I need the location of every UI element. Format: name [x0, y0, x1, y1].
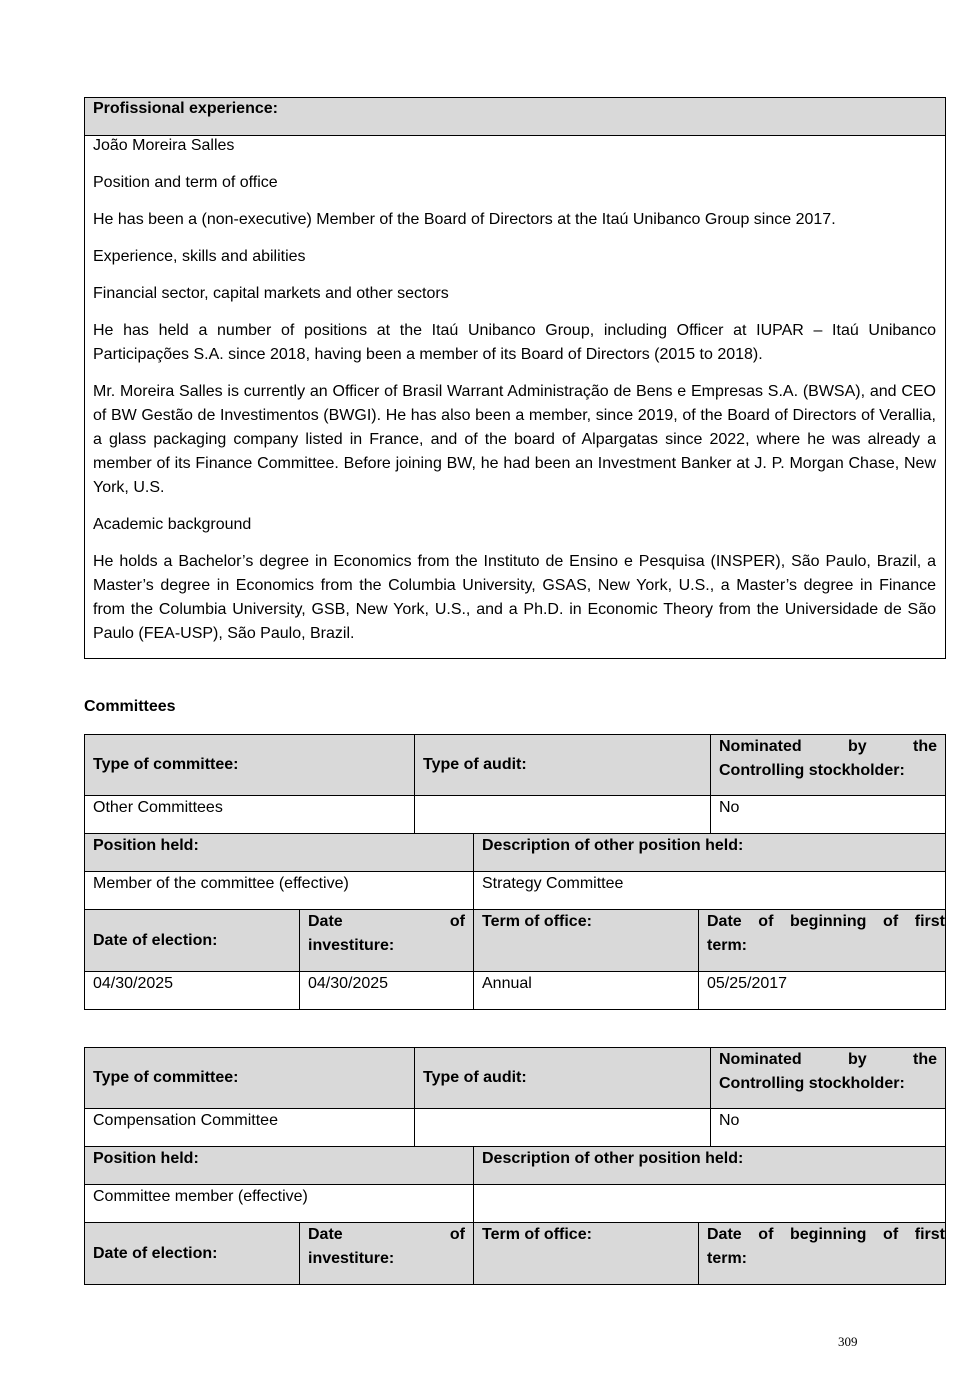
- type-of-committee-label: Type of committee:: [84, 1047, 415, 1109]
- professional-experience-box: [84, 97, 946, 659]
- type-of-audit-label: Type of audit:: [414, 1047, 711, 1109]
- type-of-audit-value: [414, 795, 711, 834]
- position-held-value: Member of the committee (effective): [84, 871, 474, 910]
- section-heading-academic: Academic background: [93, 516, 252, 533]
- professional-experience-header: Profissional experience:: [85, 98, 945, 136]
- section-heading-position: Position and term of office: [93, 174, 278, 191]
- nominated-label: Nominated by the Controlling stockholder:: [710, 1047, 946, 1109]
- nominated-value: No: [710, 795, 946, 834]
- professional-experience-body: [85, 134, 945, 646]
- experience-paragraph-1: He has held a number of positions at the Itaú Unibanco Group, including Officer at IUPAR – Itaú Unibanco Participações S.A. since 2018, having been a member of its Board of Directors (2015 to 2018).: [93, 322, 936, 363]
- committees-title: Committees: [84, 698, 176, 715]
- position-held-label: Position held:: [84, 1146, 474, 1185]
- date-beginning-first-term-label: Date of beginning of first term:: [698, 1222, 946, 1285]
- position-held-label: Position held:: [84, 833, 474, 872]
- type-of-audit-value: [414, 1108, 711, 1147]
- date-beginning-first-term-value: 05/25/2017: [698, 971, 946, 1010]
- section-heading-sectors: Financial sector, capital markets and other sectors: [93, 285, 449, 302]
- term-of-office-label: Term of office:: [473, 1222, 699, 1285]
- type-of-committee-value: Other Committees: [84, 795, 415, 834]
- date-of-investiture-label: Date of investiture:: [299, 909, 474, 972]
- type-of-committee-label: Type of committee:: [84, 734, 415, 796]
- type-of-audit-label: Type of audit:: [414, 734, 711, 796]
- date-of-election-label: Date of election:: [84, 1222, 300, 1285]
- term-of-office-value: Annual: [473, 971, 699, 1010]
- date-of-election-label: Date of election:: [84, 909, 300, 972]
- description-other-label: Description of other position held:: [473, 1146, 946, 1185]
- nominated-label: Nominated by the Controlling stockholder:: [710, 734, 946, 796]
- section-heading-experience: Experience, skills and abilities: [93, 248, 306, 265]
- experience-paragraph-2: Mr. Moreira Salles is currently an Officer of Brasil Warrant Administração de Bens e Empresas S.A. (BWSA), and CEO of BW Gestão de Investimentos (BWGI). He has also been a member, since 2019, of the Board of Directors of Verallia, a glass packaging company listed in France, and of the board of Alpargatas since 2022, where he was already a member of its Finance Committee. Before joining BW, he had been an Investment Banker at J. P. Morgan Chase, New York, U.S.: [93, 383, 936, 496]
- nominated-value: No: [710, 1108, 946, 1147]
- term-of-office-label: Term of office:: [473, 909, 699, 972]
- date-of-election-value: 04/30/2025: [84, 971, 300, 1010]
- position-held-value: Committee member (effective): [84, 1184, 474, 1223]
- date-of-investiture-value: 04/30/2025: [299, 971, 474, 1010]
- description-other-value: [473, 1184, 946, 1223]
- type-of-committee-value: Compensation Committee: [84, 1108, 415, 1147]
- date-of-investiture-label: Date of investiture:: [299, 1222, 474, 1285]
- person-name: João Moreira Salles: [93, 137, 235, 154]
- academic-paragraph: He holds a Bachelor’s degree in Economics from the Instituto de Ensino e Pesquisa (INSPER), São Paulo, Brazil, a Master’s degree in Economics from the Columbia University, GSAS, New York, U.S., a Master’s degree in Finance from the Columbia University, GSB, New York, U.S., and a Ph.D. in Economic Theory from the Universidade de São Paulo (FEA-USP), São Paulo, Brazil.: [93, 553, 936, 642]
- position-paragraph: He has been a (non-executive) Member of the Board of Directors at the Itaú Unibanco Group since 2017.: [93, 211, 836, 228]
- page-number: 309: [838, 1334, 858, 1349]
- date-beginning-first-term-label: Date of beginning of first term:: [698, 909, 946, 972]
- description-other-value: Strategy Committee: [473, 871, 946, 910]
- description-other-label: Description of other position held:: [473, 833, 946, 872]
